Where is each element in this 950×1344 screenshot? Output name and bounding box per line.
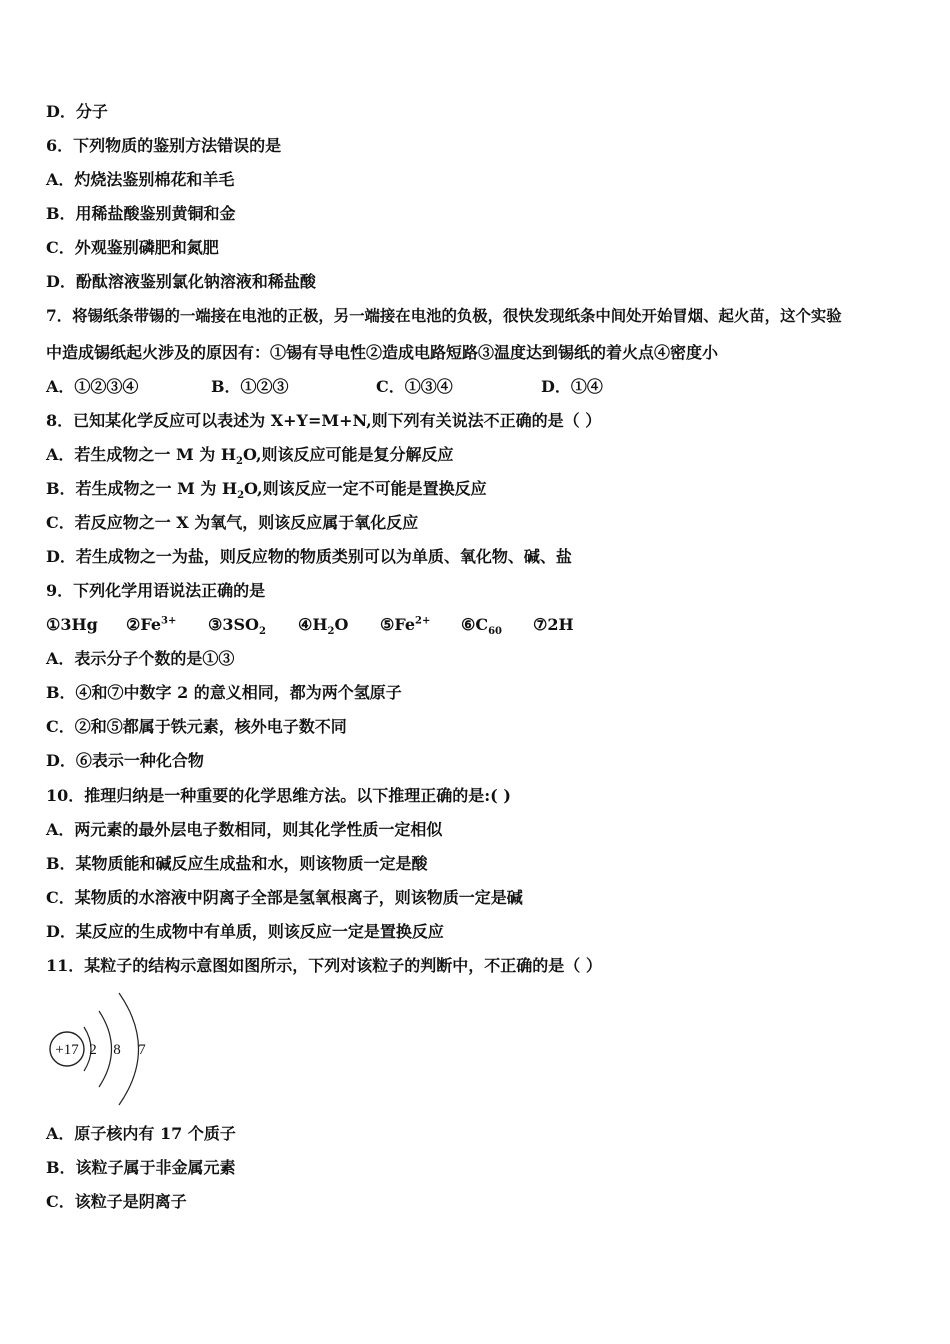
subscript: 2 [235, 456, 243, 468]
question-7-option-b: B．①②③ [211, 377, 289, 396]
question-8: 8．已知某化学反应可以表述为 X+Y=M+N,则下列有关说法不正确的是（ ） [46, 411, 602, 430]
shell-electrons-2: 8 [113, 1042, 121, 1058]
question-9-option-b: B．④和⑦中数字 2 的意义相同，都为两个氢原子 [46, 683, 402, 702]
symbol-5 [380, 615, 430, 635]
superscript: 3+ [161, 615, 177, 627]
text-part: O,则该反应一定不可能是置换反应 [244, 479, 487, 498]
question-8-option-b [46, 479, 487, 502]
question-7-option-c: C．①③④ [376, 377, 453, 396]
question-9: 9．下列化学用语说法正确的是 [46, 581, 266, 600]
text-part: B．若生成物之一 M 为 H [46, 479, 238, 498]
option-d-molecule: D．分子 [46, 102, 108, 121]
nucleus-charge: +17 [55, 1042, 79, 1058]
symbol-6 [461, 615, 502, 638]
symbol-base: ④H [298, 615, 328, 634]
question-11-option-a: A．原子核内有 17 个质子 [46, 1124, 236, 1143]
shell-arc-2 [99, 1011, 112, 1087]
symbol-1: ①3Hg [46, 615, 98, 634]
atom-structure-diagram [40, 985, 170, 1110]
question-6-option-a: A．灼烧法鉴别棉花和羊毛 [46, 170, 235, 189]
subscript: 2 [258, 626, 266, 638]
question-8-option-d: D．若生成物之一为盐，则反应物的物质类别可以为单质、氧化物、碱、盐 [46, 547, 572, 566]
question-11-option-c: C．该粒子是阴离子 [46, 1192, 187, 1211]
shell-arc-3 [119, 993, 139, 1105]
shell-electrons-3: 7 [138, 1042, 146, 1058]
symbol-base: ⑤Fe [380, 615, 416, 634]
question-7-line-2: 中造成锡纸起火涉及的原因有：①锡有导电性②造成电路短路③温度达到锡纸的着火点④密度小 [46, 343, 719, 362]
question-9-option-a: A．表示分子个数的是①③ [46, 649, 235, 668]
question-10-option-d: D．某反应的生成物中有单质，则该反应一定是置换反应 [46, 922, 444, 941]
shell-electrons-1: 2 [89, 1042, 97, 1058]
question-10-option-c: C．某物质的水溶液中阴离子全部是氢氧根离子，则该物质一定是碱 [46, 888, 523, 907]
symbol-base: ⑥C [461, 615, 489, 634]
question-7-option-a: A．①②③④ [46, 377, 139, 396]
question-7-line-1: 7．将锡纸条带锡的一端接在电池的正极，另一端接在电池的负极，很快发现纸条中间处开始冒烟、起火苗，这个实验 [46, 307, 842, 325]
question-7-option-d: D．①④ [541, 377, 603, 396]
question-11-option-b: B．该粒子属于非金属元素 [46, 1158, 236, 1177]
symbol-3 [208, 615, 266, 638]
superscript: 2+ [415, 615, 431, 627]
symbol-2 [126, 615, 176, 635]
subscript: 2 [327, 626, 335, 638]
question-11: 11．某粒子的结构示意图如图所示，下列对该粒子的判断中，不正确的是（ ） [46, 956, 602, 975]
text-part: O,则该反应可能是复分解反应 [242, 445, 454, 464]
question-10: 10．推理归纳是一种重要的化学思维方法。以下推理正确的是:( ) [46, 786, 511, 805]
question-6-option-c: C．外观鉴别磷肥和氮肥 [46, 238, 219, 257]
question-10-option-a: A．两元素的最外层电子数相同，则其化学性质一定相似 [46, 820, 443, 839]
question-9-option-c: C．②和⑤都属于铁元素，核外电子数不同 [46, 717, 347, 736]
question-10-option-b: B．某物质能和碱反应生成盐和水，则该物质一定是酸 [46, 854, 428, 873]
subscript: 60 [488, 626, 502, 638]
question-8-option-a [46, 445, 454, 468]
question-6-option-b: B．用稀盐酸鉴别黄铜和金 [46, 204, 236, 223]
symbol-base: ②Fe [126, 615, 162, 634]
symbol-base: O [334, 615, 349, 634]
symbol-7: ⑦2H [533, 615, 574, 634]
question-9-option-d: D．⑥表示一种化合物 [46, 751, 204, 770]
symbol-base: ③3SO [208, 615, 259, 634]
subscript: 2 [237, 490, 245, 502]
question-6: 6．下列物质的鉴别方法错误的是 [46, 136, 282, 155]
text-part: A．若生成物之一 M 为 H [46, 445, 236, 464]
question-8-option-c: C．若反应物之一 X 为氧气，则该反应属于氧化反应 [46, 513, 419, 532]
symbol-4 [298, 615, 349, 638]
question-6-option-d: D．酚酞溶液鉴别氯化钠溶液和稀盐酸 [46, 272, 316, 291]
